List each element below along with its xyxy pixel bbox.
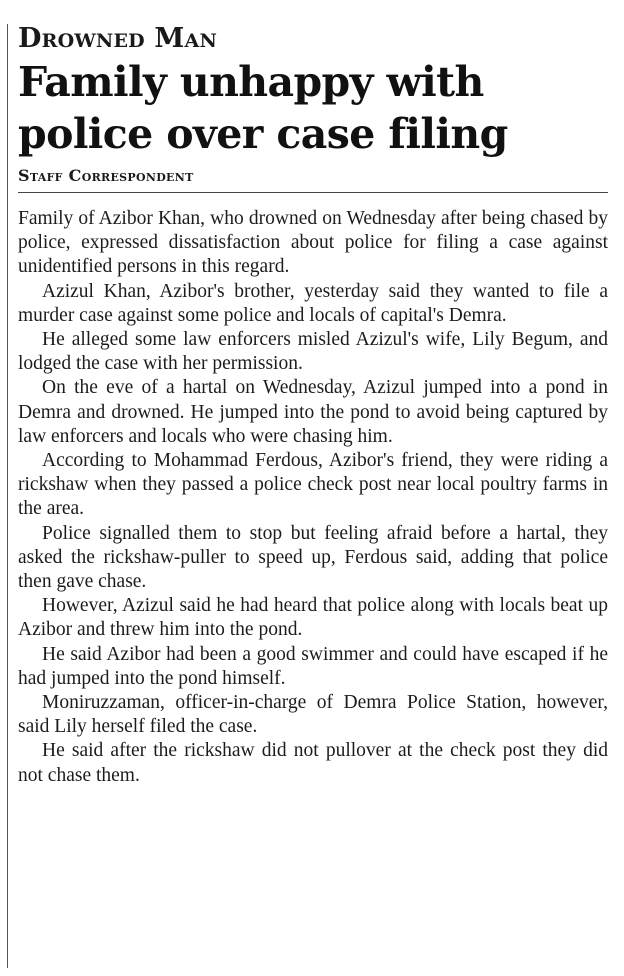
article-kicker: Drowned Man (18, 23, 218, 54)
article-paragraph: Police signalled them to stop but feeling afraid before a hartal, they asked the rickshaw-puller to speed up, Ferdous said, adding that police then gave chase. (18, 522, 608, 593)
article-body (18, 207, 608, 788)
article-paragraph: He said Azibor had been a good swimmer and could have escaped if he had jumped into the pond himself. (18, 643, 608, 689)
article-paragraph: Family of Azibor Khan, who drowned on Wednesday after being chased by police, expressed dissatisfaction about police for filing a case against unidentified persons in this regard. (18, 208, 608, 278)
article-paragraph: However, Azizul said he had heard that police along with locals beat up Azibor and threw him into the pond. (18, 595, 608, 641)
article-paragraph: Azizul Khan, Azibor's brother, yesterday said they wanted to file a murder case against some police and locals of capital's Demra. (18, 280, 608, 326)
article-paragraph: Moniruzzaman, officer-in-charge of Demra Police Station, however, said Lily herself filed the case. (18, 692, 608, 738)
news-article (18, 22, 608, 788)
article-paragraph: On the eve of a hartal on Wednesday, Azizul jumped into a pond in Demra and drowned. He jumped into the pond to avoid being captured by law enforcers and locals who were chasing him. (18, 377, 608, 447)
article-paragraph: He alleged some law enforcers misled Azizul's wife, Lily Begum, and lodged the case with her permission. (18, 329, 608, 375)
article-paragraph: He said after the rickshaw did not pullover at the check post they did not chase them. (18, 740, 608, 786)
column-rule (7, 24, 8, 968)
article-paragraph: According to Mohammad Ferdous, Azibor's friend, they were riding a rickshaw when they passed a police check post near local poultry farms in the area. (18, 450, 608, 520)
byline-divider (18, 192, 608, 193)
article-byline: Staff Correspondent (18, 166, 194, 185)
article-headline: Family unhappy with police over case filing (18, 58, 508, 158)
